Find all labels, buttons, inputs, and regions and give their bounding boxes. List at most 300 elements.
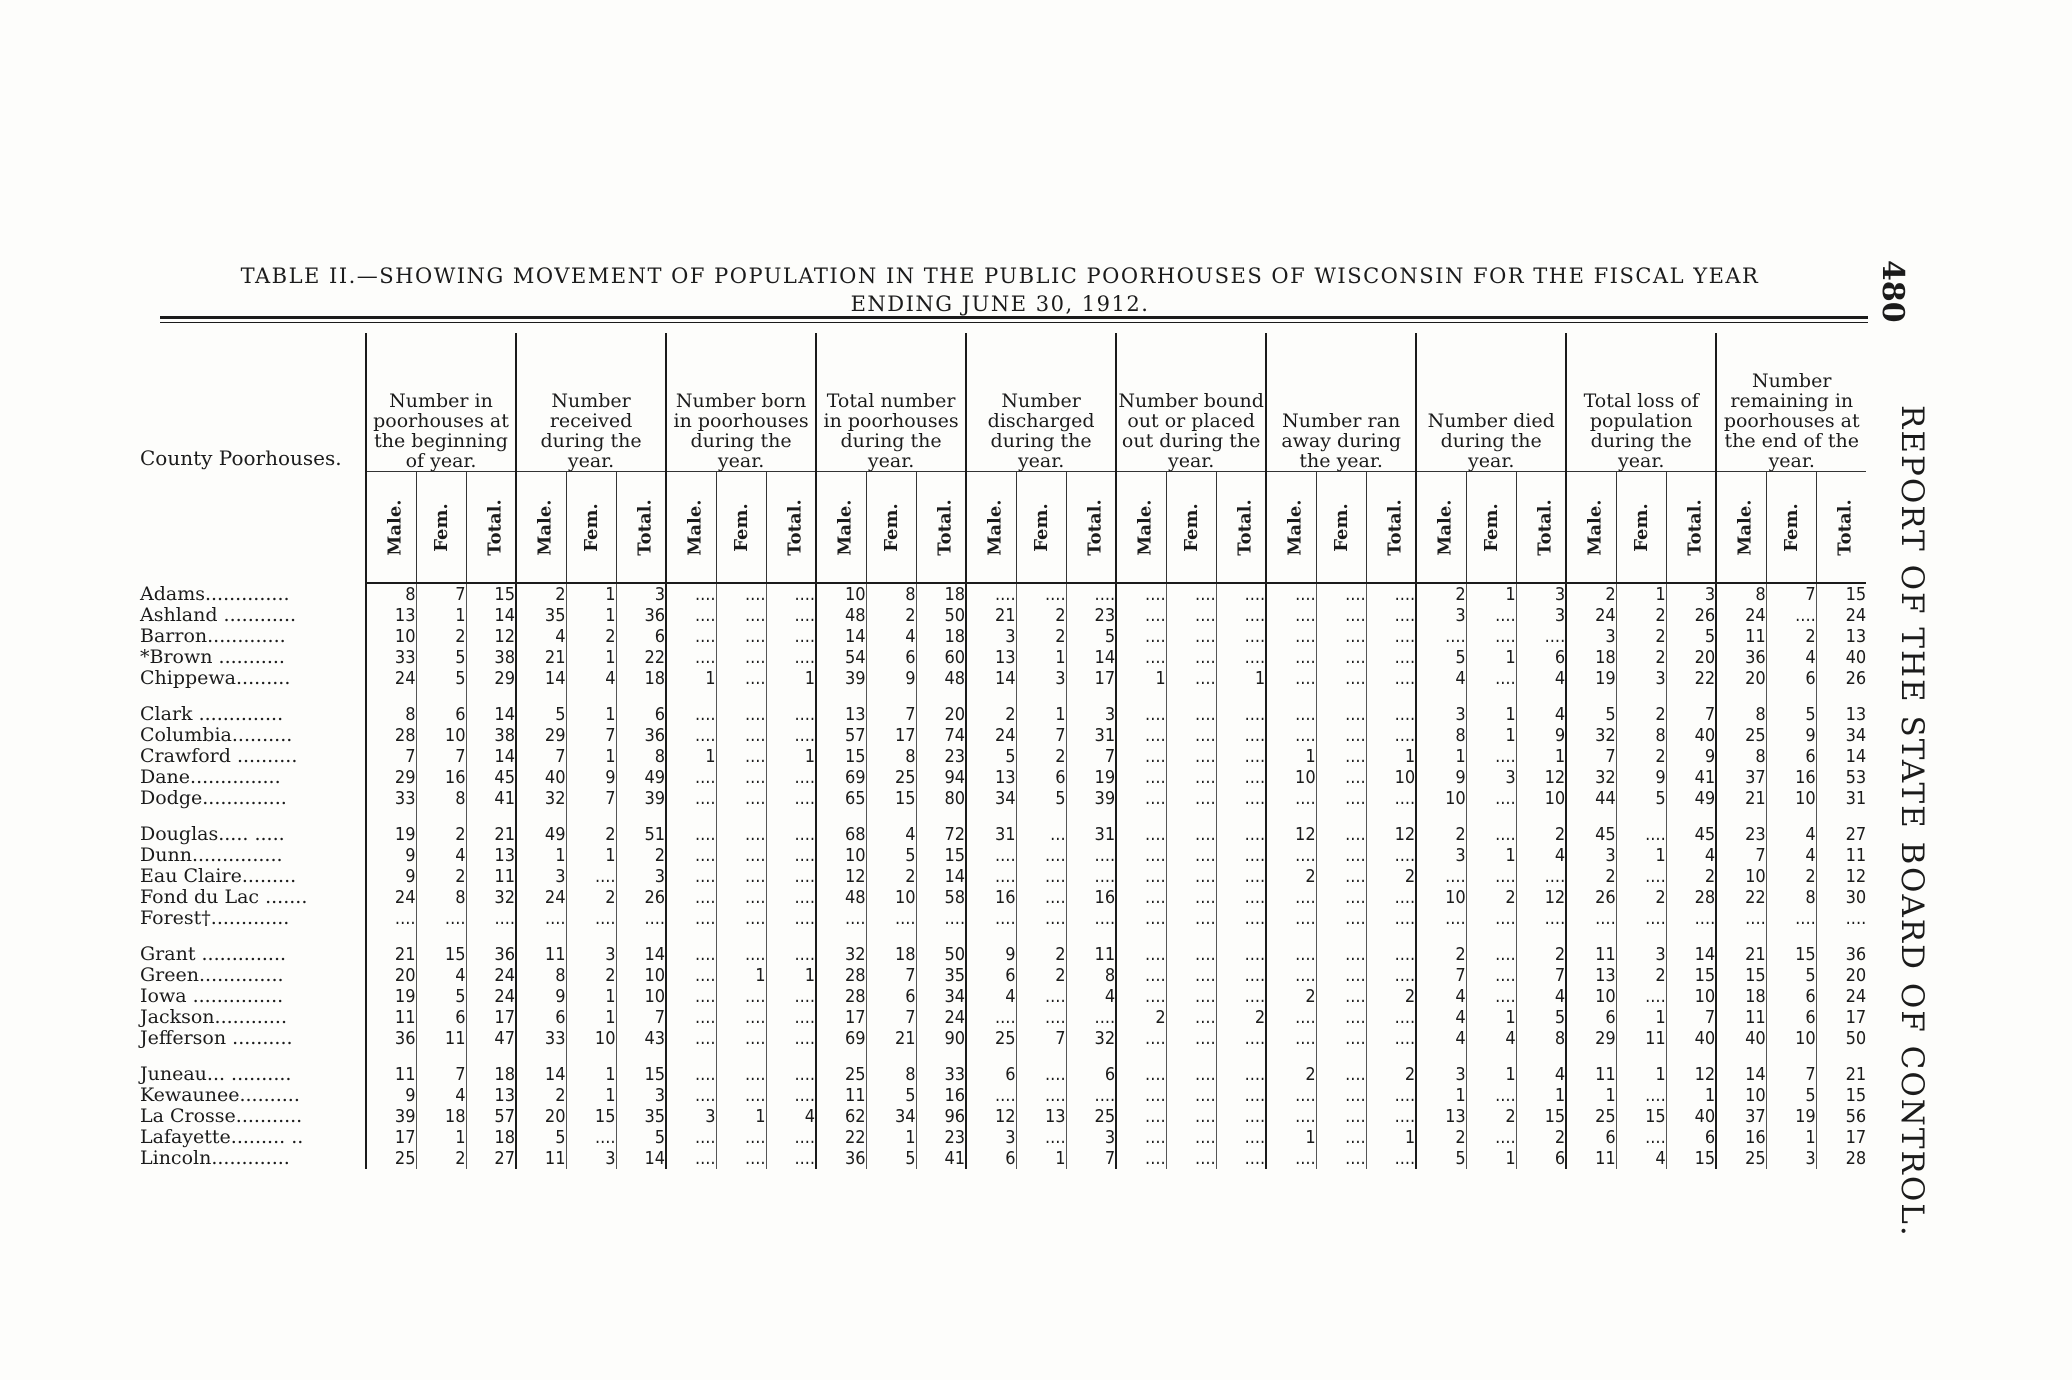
- table-cell: ....: [1166, 809, 1216, 845]
- table-cell: ....: [1216, 1127, 1266, 1148]
- table-cell: 24: [1716, 605, 1766, 626]
- table-cell: ....: [716, 626, 766, 647]
- table-cell: ....: [1016, 845, 1066, 866]
- table-cell: 1: [1266, 746, 1316, 767]
- table-cell: 4: [1516, 1049, 1566, 1085]
- table-cell: ....: [1466, 929, 1516, 965]
- table-cell: 2: [1516, 929, 1566, 965]
- table-cell: ....: [1266, 1148, 1316, 1169]
- table-cell: 6: [966, 1148, 1016, 1169]
- table-cell: 4: [1416, 1007, 1466, 1028]
- table-cell: ....: [1616, 908, 1666, 929]
- sub-column-header: [1666, 472, 1716, 584]
- table-cell: ....: [766, 809, 816, 845]
- table-cell: 20: [1816, 965, 1866, 986]
- table-cell: 39: [1066, 788, 1116, 809]
- table-cell: 1: [666, 668, 716, 689]
- table-cell: 8: [1716, 746, 1766, 767]
- title-line-1: TABLE II.—SHOWING MOVEMENT OF POPULATION IN THE PUBLIC POORHOUSES OF WISCONSIN FOR THE FISCAL YEAR: [240, 264, 1760, 288]
- table-cell: 18: [916, 583, 966, 605]
- sub-column-label: Total.: [1084, 498, 1106, 556]
- table-cell: 6: [1766, 746, 1816, 767]
- table-cell: ....: [1116, 746, 1166, 767]
- table-cell: 33: [366, 647, 416, 668]
- table-cell: 6: [1566, 1007, 1616, 1028]
- table-cell: 3: [1416, 845, 1466, 866]
- table-cell: ....: [1116, 583, 1166, 605]
- table-cell: ....: [1116, 1148, 1166, 1169]
- table-cell: ....: [1216, 845, 1266, 866]
- table-cell: 2: [1266, 986, 1316, 1007]
- table-cell: ....: [1116, 689, 1166, 725]
- table-cell: 7: [566, 725, 616, 746]
- table-row: [140, 767, 1866, 788]
- table-cell: 14: [516, 668, 566, 689]
- table-cell: 2: [1666, 866, 1716, 887]
- table-cell: 40: [1666, 725, 1716, 746]
- table-cell: 2: [1366, 866, 1416, 887]
- table-cell: 21: [1816, 1049, 1866, 1085]
- table-cell: 15: [616, 1049, 666, 1085]
- table-cell: 50: [916, 605, 966, 626]
- table-cell: ....: [1116, 986, 1166, 1007]
- table-cell: 6: [616, 689, 666, 725]
- table-cell: ....: [1116, 1028, 1166, 1049]
- sub-column-label: Male.: [384, 498, 406, 556]
- table-cell: 21: [516, 647, 566, 668]
- table-cell: 15: [1666, 965, 1716, 986]
- table-cell: 35: [916, 965, 966, 986]
- table-cell: 1: [1016, 689, 1066, 725]
- table-cell: 11: [516, 929, 566, 965]
- table-cell: ....: [1366, 1007, 1416, 1028]
- sub-column-label: Total.: [1384, 498, 1406, 556]
- table-cell: ....: [666, 965, 716, 986]
- table-cell: 3: [1066, 689, 1116, 725]
- table-cell: 40: [1666, 1028, 1716, 1049]
- table-cell: ....: [1166, 887, 1216, 908]
- table-cell: 8: [366, 583, 416, 605]
- table-cell: 45: [1666, 809, 1716, 845]
- table-cell: 10: [616, 986, 666, 1007]
- table-cell: ....: [916, 908, 966, 929]
- table-cell: 1: [1116, 668, 1166, 689]
- table-cell: ....: [1316, 887, 1366, 908]
- table-cell: 15: [1666, 1148, 1716, 1169]
- table-cell: ....: [1316, 689, 1366, 725]
- table-cell: 10: [366, 626, 416, 647]
- table-cell: ....: [1016, 866, 1066, 887]
- table-cell: 2: [1566, 583, 1616, 605]
- table-cell: 94: [916, 767, 966, 788]
- table-cell: 1: [566, 986, 616, 1007]
- sub-column-header: [1816, 472, 1866, 584]
- table-cell: 14: [466, 689, 516, 725]
- table-cell: ....: [1366, 887, 1416, 908]
- table-row: [140, 605, 1866, 626]
- table-cell: 1: [566, 647, 616, 668]
- table-cell: 14: [516, 1049, 566, 1085]
- table-row: [140, 1085, 1866, 1106]
- sub-column-label: Male.: [534, 498, 556, 556]
- table-cell: ....: [766, 725, 816, 746]
- table-cell: 26: [616, 887, 666, 908]
- table-cell: 2: [1616, 605, 1666, 626]
- table-cell: 1: [1016, 1148, 1066, 1169]
- table-cell: 56: [1816, 1106, 1866, 1127]
- table-cell: 23: [1716, 809, 1766, 845]
- table-cell: 7: [1566, 746, 1616, 767]
- table-cell: 2: [1516, 809, 1566, 845]
- table-cell: 33: [916, 1049, 966, 1085]
- table-cell: 3: [616, 583, 666, 605]
- table-cell: ....: [666, 605, 716, 626]
- table-cell: ....: [1266, 668, 1316, 689]
- sub-column-header: [1366, 472, 1416, 584]
- table-cell: ....: [1316, 626, 1366, 647]
- table-cell: 12: [466, 626, 516, 647]
- table-cell: 1: [566, 1049, 616, 1085]
- table-cell: 9: [1416, 767, 1466, 788]
- table-cell: 48: [816, 605, 866, 626]
- sub-column-header: [1566, 472, 1616, 584]
- table-row: [140, 647, 1866, 668]
- table-cell: ....: [716, 1127, 766, 1148]
- table-cell: 34: [866, 1106, 916, 1127]
- table-cell: 2: [1366, 1049, 1416, 1085]
- table-cell: 4: [1516, 845, 1566, 866]
- table-cell: 7: [616, 1007, 666, 1028]
- table-cell: 43: [616, 1028, 666, 1049]
- table-row: [140, 908, 1866, 929]
- table-cell: 15: [1716, 965, 1766, 986]
- table-cell: ....: [1166, 908, 1216, 929]
- sub-column-label: Male.: [1584, 498, 1606, 556]
- table-cell: 5: [616, 1127, 666, 1148]
- table-cell: 24: [966, 725, 1016, 746]
- table-cell: ....: [1366, 1148, 1416, 1169]
- table-cell: 45: [466, 767, 516, 788]
- table-cell: ....: [1316, 965, 1366, 986]
- table-cell: ....: [366, 908, 416, 929]
- table-cell: 11: [816, 1085, 866, 1106]
- table-cell: 18: [466, 1049, 516, 1085]
- table-cell: ....: [1266, 929, 1316, 965]
- table-cell: 51: [616, 809, 666, 845]
- sub-column-header: [1066, 472, 1116, 584]
- table-cell: 1: [1366, 1127, 1416, 1148]
- table-row: [140, 626, 1866, 647]
- table-cell: ....: [1016, 986, 1066, 1007]
- sub-column-header: [916, 472, 966, 584]
- table-cell: ....: [716, 887, 766, 908]
- table-cell: ....: [1266, 647, 1316, 668]
- table-cell: ....: [1316, 583, 1366, 605]
- table-cell: 40: [1666, 1106, 1716, 1127]
- table-cell: ....: [1466, 788, 1516, 809]
- table-cell: 5: [866, 1148, 916, 1169]
- table-cell: 10: [1566, 986, 1616, 1007]
- table-cell: 29: [466, 668, 516, 689]
- table-cell: ....: [666, 689, 716, 725]
- county-name: La Crosse...........: [140, 1105, 303, 1127]
- table-row: [140, 929, 1866, 965]
- table-cell: 28: [1816, 1148, 1866, 1169]
- column-group-header: Number discharged during the year.: [966, 333, 1116, 472]
- table-cell: ....: [1166, 689, 1216, 725]
- table-cell: 17: [866, 725, 916, 746]
- table-cell: 8: [1066, 965, 1116, 986]
- table-cell: 8: [866, 746, 916, 767]
- sub-column-header: [816, 472, 866, 584]
- sub-column-header: [766, 472, 816, 584]
- table-cell: 2: [616, 845, 666, 866]
- table-cell: ....: [1316, 1007, 1366, 1028]
- table-cell: ....: [1466, 1127, 1516, 1148]
- table-cell: 7: [566, 788, 616, 809]
- sub-column-label: Male.: [684, 498, 706, 556]
- table-cell: 7: [1766, 583, 1816, 605]
- table-cell: ....: [1466, 866, 1516, 887]
- table-cell: ....: [1166, 986, 1216, 1007]
- table-cell: ....: [1216, 866, 1266, 887]
- table-cell: 22: [616, 647, 666, 668]
- table-cell: ....: [716, 929, 766, 965]
- table-cell: 9: [1666, 746, 1716, 767]
- title-rule: [160, 316, 1868, 319]
- table-cell: ....: [1216, 965, 1266, 986]
- table-cell: 13: [1816, 689, 1866, 725]
- table-cell: 30: [1816, 887, 1866, 908]
- county-name: Forest†.............: [140, 907, 290, 929]
- sub-column-header: [1466, 472, 1516, 584]
- table-cell: ....: [666, 1127, 716, 1148]
- table-cell: ....: [1166, 1148, 1216, 1169]
- sub-column-label: Fem.: [730, 502, 752, 552]
- table-cell: ....: [1716, 908, 1766, 929]
- table-cell: ....: [1516, 626, 1566, 647]
- table-cell: ....: [1116, 887, 1166, 908]
- table-cell: ....: [1466, 605, 1516, 626]
- table-cell: 6: [1666, 1127, 1716, 1148]
- table-cell: 9: [1766, 725, 1816, 746]
- column-group-header: Number remaining in poorhouses at the end of the year.: [1716, 333, 1866, 472]
- table-cell: 5: [416, 647, 466, 668]
- table-cell: 1: [1666, 1085, 1716, 1106]
- table-cell: ....: [1316, 986, 1366, 1007]
- table-cell: ....: [1016, 1007, 1066, 1028]
- sub-column-label: Total.: [1234, 498, 1256, 556]
- table-cell: ....: [1466, 965, 1516, 986]
- county-name: Chippewa.........: [140, 667, 291, 689]
- table-cell: ....: [1316, 647, 1366, 668]
- table-cell: 24: [1816, 986, 1866, 1007]
- table-cell: 2: [1616, 746, 1666, 767]
- table-cell: 62: [816, 1106, 866, 1127]
- table-cell: 2: [416, 809, 466, 845]
- table-cell: 13: [816, 689, 866, 725]
- table-cell: 2: [1766, 626, 1816, 647]
- table-cell: ....: [1166, 668, 1216, 689]
- table-cell: 24: [366, 887, 416, 908]
- table-cell: 23: [916, 1127, 966, 1148]
- table-cell: ....: [766, 583, 816, 605]
- sub-column-label: Fem.: [1480, 502, 1502, 552]
- table-cell: 5: [416, 986, 466, 1007]
- table-cell: ....: [1116, 929, 1166, 965]
- table-cell: ....: [666, 1007, 716, 1028]
- table-cell: 5: [866, 845, 916, 866]
- table-cell: 11: [366, 1049, 416, 1085]
- table-cell: ....: [1116, 1049, 1166, 1085]
- sub-column-header: [416, 472, 466, 584]
- sub-column-label: Fem.: [1330, 502, 1352, 552]
- table-cell: 9: [516, 986, 566, 1007]
- table-cell: 35: [616, 1106, 666, 1127]
- table-cell: 8: [1416, 725, 1466, 746]
- table-cell: 20: [1716, 668, 1766, 689]
- table-cell: ....: [716, 767, 766, 788]
- table-cell: 18: [616, 668, 666, 689]
- table-cell: 20: [516, 1106, 566, 1127]
- sub-column-header: [1166, 472, 1216, 584]
- table-cell: 15: [566, 1106, 616, 1127]
- table-cell: 25: [1566, 1106, 1616, 1127]
- table-cell: ....: [1816, 908, 1866, 929]
- table-cell: 31: [1816, 788, 1866, 809]
- table-cell: 2: [1566, 866, 1616, 887]
- table-cell: 4: [1766, 845, 1816, 866]
- table-cell: 10: [866, 887, 916, 908]
- table-cell: 11: [1566, 1148, 1616, 1169]
- table-cell: ....: [716, 1085, 766, 1106]
- table-cell: 41: [466, 788, 516, 809]
- table-cell: 1: [566, 1085, 616, 1106]
- table-cell: ....: [766, 1007, 816, 1028]
- table-cell: ....: [766, 1127, 816, 1148]
- table-cell: 21: [966, 605, 1016, 626]
- county-name: Ashland ............: [140, 604, 297, 626]
- table-cell: ....: [1516, 908, 1566, 929]
- table-row: [140, 725, 1866, 746]
- table-cell: 10: [1666, 986, 1716, 1007]
- table-cell: ....: [1166, 1007, 1216, 1028]
- table-cell: 4: [1416, 668, 1466, 689]
- table-cell: ....: [516, 908, 566, 929]
- table-cell: ....: [1366, 845, 1416, 866]
- table-cell: 1: [766, 668, 816, 689]
- table-cell: 7: [366, 746, 416, 767]
- table-cell: ....: [1116, 605, 1166, 626]
- table-cell: ....: [766, 1049, 816, 1085]
- table-cell: 12: [1666, 1049, 1716, 1085]
- table-cell: ....: [1166, 626, 1216, 647]
- table-cell: ....: [1166, 1127, 1216, 1148]
- sub-column-header: [866, 472, 916, 584]
- table-cell: 1: [666, 746, 716, 767]
- table-cell: ....: [1066, 583, 1116, 605]
- table-cell: ....: [766, 887, 816, 908]
- table-cell: 37: [1716, 1106, 1766, 1127]
- table-cell: 1: [1016, 647, 1066, 668]
- table-cell: ....: [1316, 809, 1366, 845]
- table-cell: ....: [1216, 605, 1266, 626]
- table-cell: 50: [916, 929, 966, 965]
- column-group-header: Number born in poorhouses during the year.: [666, 333, 816, 472]
- table-cell: ....: [1166, 725, 1216, 746]
- table-cell: 1: [1516, 1085, 1566, 1106]
- table-cell: 5: [1516, 1007, 1566, 1028]
- table-cell: ....: [716, 1007, 766, 1028]
- table-cell: 17: [1066, 668, 1116, 689]
- table-cell: 2: [1416, 929, 1466, 965]
- county-name: Crawford ..........: [140, 745, 298, 767]
- sub-column-header: [1766, 472, 1816, 584]
- table-cell: ....: [1616, 1085, 1666, 1106]
- table-cell: ....: [666, 887, 716, 908]
- table-cell: ....: [1766, 605, 1816, 626]
- table-cell: ....: [1316, 605, 1366, 626]
- table-cell: ....: [1366, 788, 1416, 809]
- table-cell: ....: [1416, 866, 1466, 887]
- table-cell: 11: [1566, 1049, 1616, 1085]
- table-cell: ....: [1216, 1148, 1266, 1169]
- table-cell: 10: [1266, 767, 1316, 788]
- table-cell: 90: [916, 1028, 966, 1049]
- table-cell: 9: [1516, 725, 1566, 746]
- table-cell: 2: [1466, 887, 1516, 908]
- table-row: [140, 887, 1866, 908]
- table-cell: ....: [1116, 626, 1166, 647]
- table-cell: 3: [1516, 605, 1566, 626]
- table-cell: 10: [1716, 1085, 1766, 1106]
- table-cell: 15: [816, 746, 866, 767]
- table-cell: 2: [966, 689, 1016, 725]
- table-cell: 2: [1366, 986, 1416, 1007]
- table-cell: ....: [866, 908, 916, 929]
- table-cell: ....: [1366, 929, 1416, 965]
- table-cell: 26: [1666, 605, 1716, 626]
- table-cell: 1: [1366, 746, 1416, 767]
- table-cell: 13: [466, 1085, 516, 1106]
- table-cell: 7: [1516, 965, 1566, 986]
- table-cell: ....: [1316, 725, 1366, 746]
- table-cell: 18: [1716, 986, 1766, 1007]
- table-cell: ....: [1116, 725, 1166, 746]
- table-cell: ....: [1166, 845, 1216, 866]
- table-cell: 2: [566, 887, 616, 908]
- table-cell: 19: [366, 809, 416, 845]
- table-cell: 32: [466, 887, 516, 908]
- table-cell: 9: [1616, 767, 1666, 788]
- table-cell: 1: [1466, 647, 1516, 668]
- table-cell: ....: [1316, 1127, 1366, 1148]
- table-cell: 2: [516, 583, 566, 605]
- table-cell: ....: [1466, 908, 1516, 929]
- table-cell: ....: [666, 929, 716, 965]
- table-cell: 15: [466, 583, 516, 605]
- table-cell: 2: [516, 1085, 566, 1106]
- county-name: Douglas..... .....: [140, 823, 285, 845]
- table-cell: 1: [516, 845, 566, 866]
- table-cell: 22: [1666, 668, 1716, 689]
- table-cell: ....: [1266, 788, 1316, 809]
- table-cell: ....: [1366, 1106, 1416, 1127]
- table-cell: 7: [416, 583, 466, 605]
- table-cell: 16: [1766, 767, 1816, 788]
- table-cell: ....: [1116, 908, 1166, 929]
- table-cell: 6: [1066, 1049, 1116, 1085]
